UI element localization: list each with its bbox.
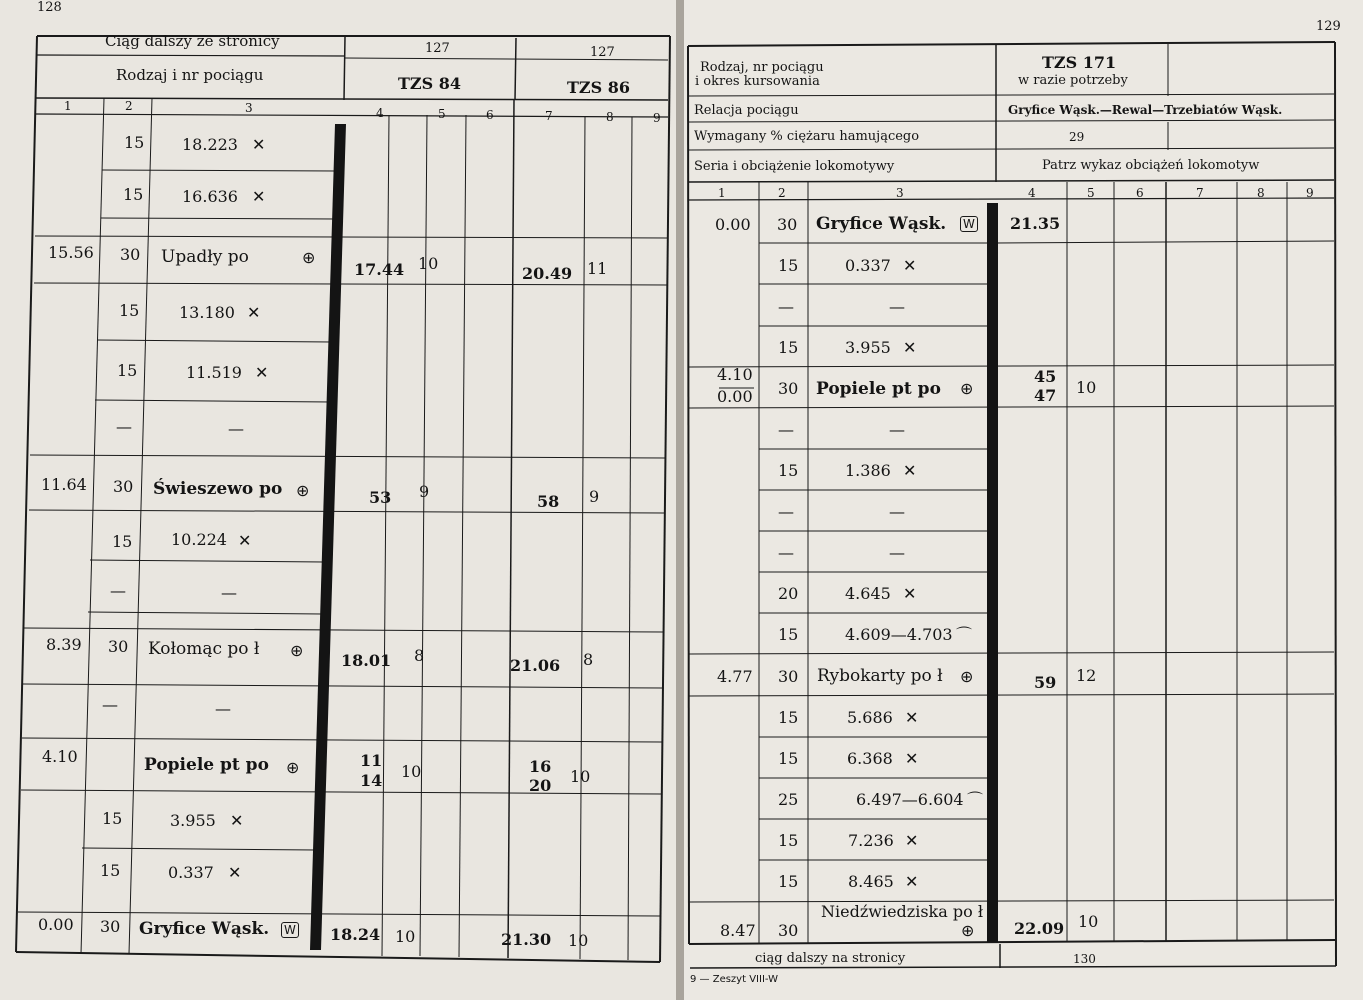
col-number: 5 — [438, 107, 446, 121]
curve-icon: ⌒ — [956, 625, 973, 644]
station-name: Gryfice Wąsk. — [139, 919, 270, 939]
col-number: 2 — [778, 186, 786, 200]
station-name: 7.236 — [848, 831, 894, 850]
col-number: 7 — [1196, 186, 1204, 200]
km-cell: 0.00 — [38, 915, 74, 934]
crossing-icon: ✕ — [905, 831, 919, 850]
speed-cell: 15 — [778, 831, 799, 850]
col-number: 6 — [486, 108, 494, 122]
speed-cell: 30 — [113, 477, 134, 496]
speed-cell: 30 — [778, 379, 799, 398]
station-name: Świeszewo po — [153, 479, 283, 499]
col-number: 2 — [125, 99, 133, 113]
station-name: Rybokarty po ł — [817, 666, 943, 686]
crossing-icon: ✕ — [903, 338, 917, 357]
train-a-time: 18.24 — [330, 925, 381, 944]
train-b-arrival: 16 — [529, 757, 552, 776]
speed-cell: 15 — [778, 708, 799, 727]
station-icon: ⊕ — [290, 641, 304, 660]
col-number: 4 — [1028, 186, 1036, 200]
crossing-icon: ✕ — [903, 584, 917, 603]
speed-cell: — — [116, 417, 132, 436]
col-number: 6 — [1136, 186, 1144, 200]
station-name: 6.497—6.604 — [856, 790, 964, 809]
col-number: 9 — [653, 111, 661, 125]
crossing-icon: ✕ — [230, 811, 244, 830]
train-b-time: 21.06 — [510, 656, 561, 675]
crossing-icon: ✕ — [903, 256, 917, 275]
train-b-stop: 11 — [587, 259, 608, 278]
speed-cell: 15 — [117, 361, 138, 380]
ref-page-a: 127 — [425, 41, 450, 56]
km-departure: 0.00 — [717, 387, 753, 406]
station-name: 6.368 — [847, 749, 893, 768]
crossing-icon: ✕ — [903, 461, 917, 480]
station-name: — — [889, 297, 905, 316]
train-a-stop: 10 — [401, 762, 422, 781]
speed-cell: — — [778, 543, 794, 562]
speed-cell: 15 — [778, 461, 799, 480]
ref-page-b: 127 — [590, 45, 615, 60]
col-number: 3 — [245, 101, 253, 115]
train-b-stop: 8 — [583, 650, 594, 669]
col-number: 3 — [896, 186, 904, 200]
train-a-number: TZS 84 — [398, 74, 461, 93]
station-name: 16.636 — [182, 187, 238, 206]
station-icon: ⊕ — [296, 481, 310, 500]
speed-cell: 15 — [778, 872, 799, 891]
train-arrival: 45 — [1034, 367, 1057, 386]
speed-cell: 20 — [778, 584, 799, 603]
train-a-stop: 10 — [418, 254, 439, 273]
left-page — [0, 0, 676, 1000]
speed-cell: 15 — [112, 532, 133, 551]
train-b-number: TZS 86 — [567, 78, 630, 97]
train-note: w razie potrzeby — [1018, 73, 1128, 88]
train-number: TZS 171 — [1042, 53, 1117, 72]
station-name: 0.337 — [168, 863, 214, 882]
station-name: — — [889, 502, 905, 521]
station-icon: ⊕ — [302, 248, 316, 267]
speed-cell: — — [110, 581, 126, 600]
km-cell: 4.77 — [717, 667, 753, 686]
footer-next-page: 130 — [1073, 952, 1096, 966]
speed-cell: 15 — [102, 809, 123, 828]
train-a-stop: 10 — [395, 927, 416, 946]
brake-percent: 29 — [1069, 130, 1085, 144]
right-page — [684, 0, 1363, 1000]
header-relation: Relacja pociągu — [694, 103, 799, 118]
header-kind-line1: Rodzaj, nr pociągu — [700, 60, 824, 75]
crossing-icon: ✕ — [252, 135, 266, 154]
train-departure: 47 — [1034, 386, 1057, 405]
crossing-icon: ✕ — [252, 187, 266, 206]
km-cell: 0.00 — [715, 215, 751, 234]
col-number: 8 — [606, 110, 614, 124]
speed-cell: 15 — [100, 861, 121, 880]
station-name: — — [215, 699, 231, 718]
station-name: — — [889, 420, 905, 439]
train-stop: 10 — [1076, 378, 1097, 397]
train-a-time: 53 — [369, 488, 392, 507]
station-name: 1.386 — [845, 461, 891, 480]
train-b-time: 20.49 — [522, 264, 573, 283]
km-cell: 8.47 — [720, 921, 756, 940]
station-icon: ⊕ — [960, 379, 974, 398]
km-cell: 15.56 — [48, 243, 94, 262]
speed-cell: 15 — [123, 185, 144, 204]
km-cell: 4.10 — [42, 747, 78, 766]
train-stop: 10 — [1078, 912, 1099, 931]
station-icon: ⊕ — [961, 921, 975, 940]
train-b-stop: 10 — [570, 767, 591, 786]
booklet-signature: 9 — Zeszyt VIII-W — [690, 974, 778, 985]
station-name: 10.224 — [171, 530, 227, 549]
page-number: 129 — [1316, 19, 1341, 34]
crossing-icon: ✕ — [905, 749, 919, 768]
crossing-icon: ✕ — [247, 303, 261, 322]
speed-cell: 25 — [778, 790, 799, 809]
station-name: Gryfice Wąsk. — [816, 214, 947, 234]
station-name: — — [889, 543, 905, 562]
col-number: 5 — [1087, 186, 1095, 200]
speed-cell: 15 — [778, 749, 799, 768]
locomotive-info: Patrz wykaz obciążeń lokomotyw — [1042, 158, 1260, 173]
speed-cell: 30 — [120, 245, 141, 264]
col-number: 1 — [64, 99, 72, 113]
terminal-station-icon: W — [960, 216, 978, 232]
station-name: — — [228, 419, 244, 438]
crossing-icon: ✕ — [905, 708, 919, 727]
header-kind-line2: i okres kursowania — [695, 74, 820, 89]
crossing-icon: ✕ — [905, 872, 919, 891]
train-a-stop: 8 — [414, 646, 425, 665]
speed-cell: 30 — [778, 921, 799, 940]
speed-cell: 30 — [778, 667, 799, 686]
speed-cell: 15 — [778, 256, 799, 275]
header-brake: Wymagany % ciężaru hamującego — [694, 129, 920, 144]
left-table-grid — [0, 0, 676, 1000]
footer-continue: ciąg dalszy na stronicy — [755, 951, 906, 966]
col-number: 9 — [1306, 186, 1314, 200]
train-b-departure: 20 — [529, 776, 552, 795]
speed-cell: 30 — [100, 917, 121, 936]
station-name: 3.955 — [170, 811, 216, 830]
train-time: 59 — [1034, 673, 1057, 692]
speed-cell: — — [778, 502, 794, 521]
station-name: 11.519 — [186, 363, 242, 382]
station-icon: ⊕ — [960, 667, 974, 686]
crossing-icon: ✕ — [238, 531, 252, 550]
col-number: 8 — [1257, 186, 1265, 200]
train-a-departure: 14 — [360, 771, 383, 790]
curve-icon: ⌒ — [967, 790, 984, 809]
crossing-icon: ✕ — [228, 863, 242, 882]
km-cell: 8.39 — [46, 635, 82, 654]
station-name: Upadły po — [161, 247, 249, 267]
station-name: 0.337 — [845, 256, 891, 275]
continuation-label: Ciąg dalszy ze stronicy — [105, 32, 280, 50]
speed-cell: 15 — [124, 133, 145, 152]
train-b-time: 21.30 — [501, 930, 552, 949]
train-a-time: 17.44 — [354, 260, 405, 279]
train-relation: Gryfice Wąsk.—Rewal—Trzebiatów Wąsk. — [1008, 103, 1283, 117]
train-time: 22.09 — [1014, 919, 1065, 938]
speed-cell: — — [102, 695, 118, 714]
station-name: 13.180 — [179, 303, 235, 322]
speed-cell: 15 — [778, 338, 799, 357]
speed-cell: 30 — [108, 637, 129, 656]
page-number: 128 — [37, 0, 62, 15]
header-locomotive: Seria i obciążenie lokomotywy — [694, 159, 895, 174]
train-a-arrival: 11 — [360, 751, 383, 770]
train-b-stop: 10 — [568, 931, 589, 950]
km-arrival: 4.10 — [717, 365, 753, 384]
train-stop: 12 — [1076, 666, 1097, 685]
train-a-stop: 9 — [419, 482, 430, 501]
station-name: — — [221, 583, 237, 602]
station-name: 8.465 — [848, 872, 894, 891]
train-time: 21.35 — [1010, 214, 1061, 233]
station-name: 18.223 — [182, 135, 238, 154]
train-kind-label: Rodzaj i nr pociągu — [116, 66, 264, 84]
train-b-time: 58 — [537, 492, 560, 511]
speed-cell: — — [778, 297, 794, 316]
train-a-time: 18.01 — [341, 651, 392, 670]
speed-cell: 15 — [778, 625, 799, 644]
station-name: Popiele pt po — [816, 379, 941, 399]
km-cell: 11.64 — [41, 475, 87, 494]
speed-cell: — — [778, 420, 794, 439]
station-name: 3.955 — [845, 338, 891, 357]
station-icon: ⊕ — [286, 758, 300, 777]
station-name: Popiele pt po — [144, 755, 269, 775]
train-b-stop: 9 — [589, 487, 600, 506]
col-number: 4 — [376, 106, 384, 120]
station-name: 4.609—4.703 — [845, 625, 953, 644]
right-table-grid — [684, 0, 1363, 1000]
speed-cell: 30 — [777, 215, 798, 234]
terminal-station-icon: W — [281, 922, 299, 938]
col-number: 7 — [545, 109, 553, 123]
book-gutter — [676, 0, 684, 1000]
station-name: 5.686 — [847, 708, 893, 727]
station-name: Niedźwiedziska po ł — [821, 902, 984, 921]
station-name: 4.645 — [845, 584, 891, 603]
speed-cell: 15 — [119, 301, 140, 320]
crossing-icon: ✕ — [255, 363, 269, 382]
station-name: Kołomąc po ł — [148, 639, 260, 659]
col-number: 1 — [718, 186, 726, 200]
